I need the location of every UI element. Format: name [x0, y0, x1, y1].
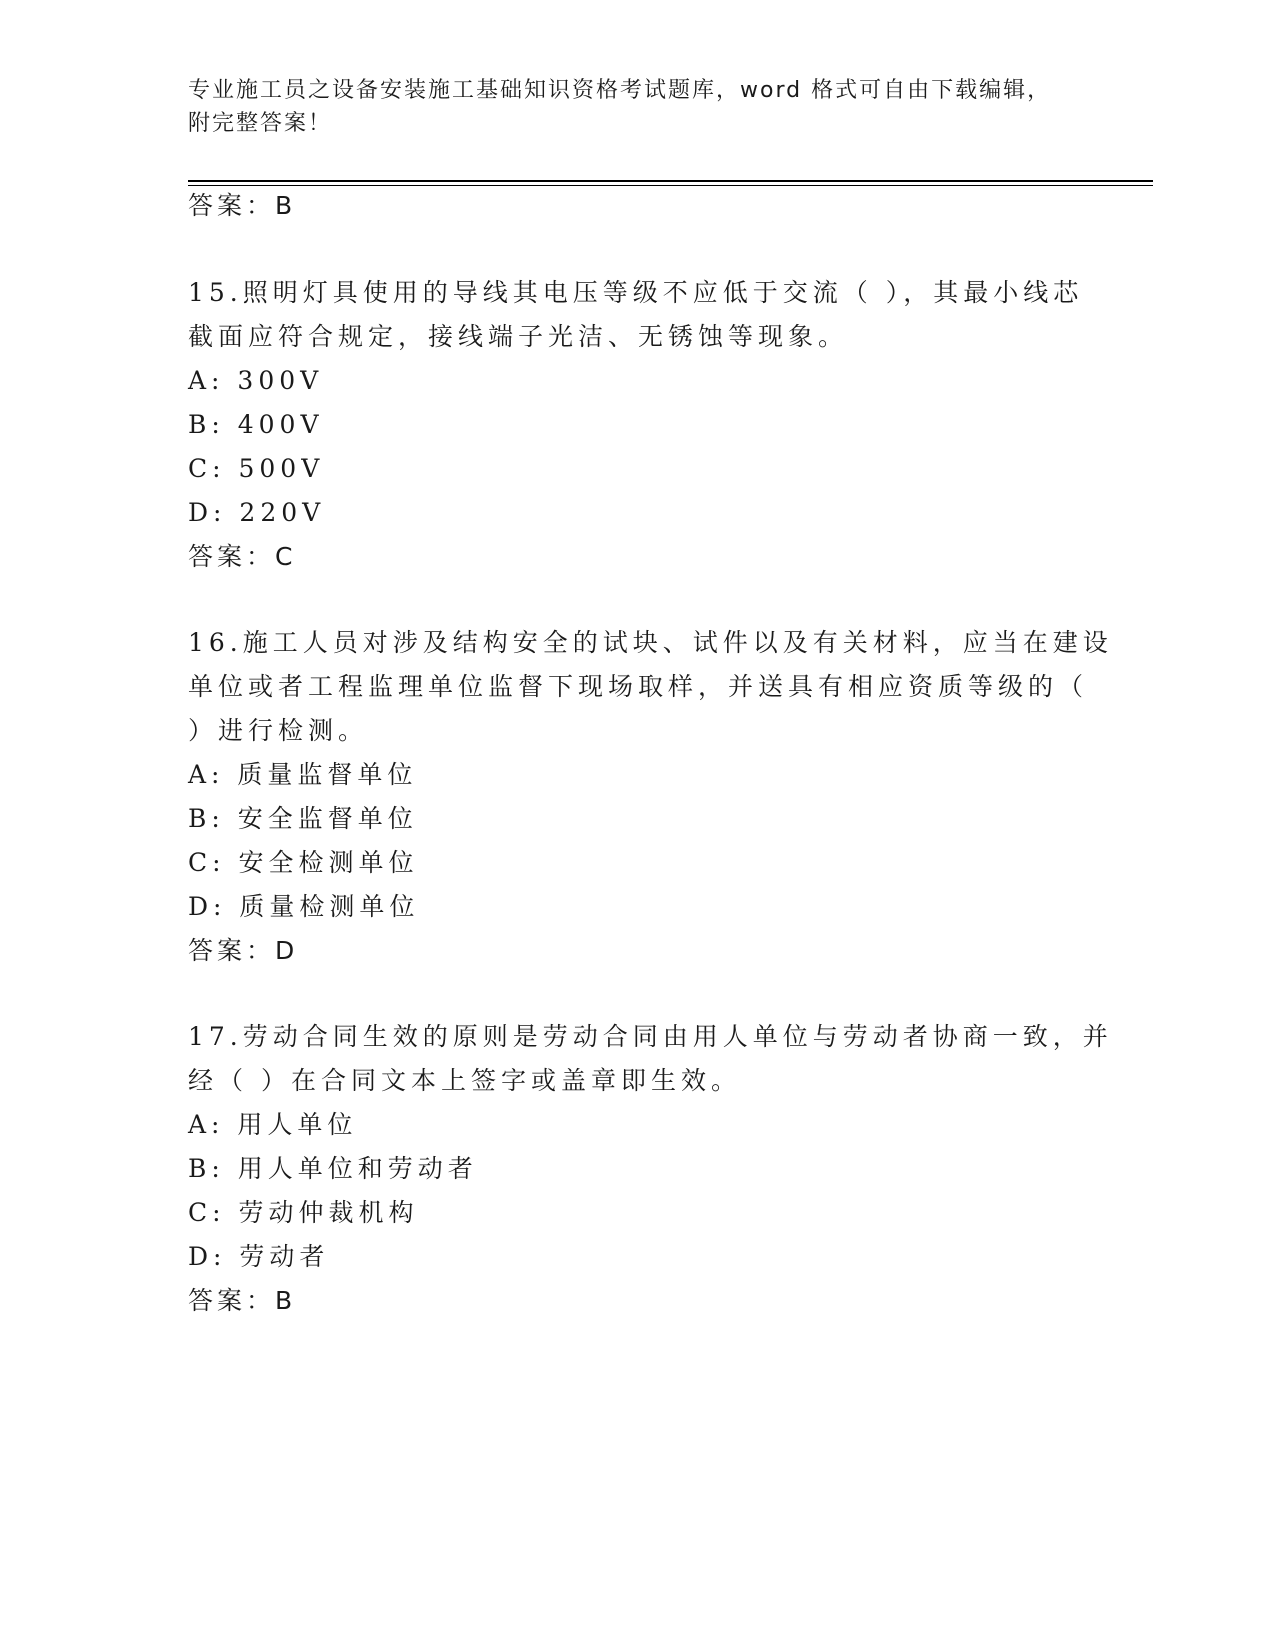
- document-header: [188, 74, 1088, 140]
- question-15-option-c: C: 500V: [188, 454, 325, 483]
- header-divider-top: [188, 180, 1153, 182]
- question-17-option-c: C: 劳动仲裁机构: [188, 1198, 419, 1227]
- question-15-answer: 答案：C: [188, 542, 297, 571]
- question-15-option-b: B: 400V: [188, 410, 324, 439]
- question-16-option-d: D: 质量检测单位: [188, 892, 420, 921]
- header-line-2: 附完整答案！: [188, 111, 333, 136]
- question-16-line-1: 16.施工人员对涉及结构安全的试块、试件以及有关材料，应当在建设: [188, 628, 1113, 657]
- question-17-line-2: 经（ ）在合同文本上签字或盖章即生效。: [188, 1066, 741, 1095]
- question-16-line-3: ）进行检测。: [188, 716, 369, 745]
- question-15-line-1: 15.照明灯具使用的导线其电压等级不应低于交流（ ），其最小线芯: [188, 278, 1084, 307]
- question-16-option-b: B: 安全监督单位: [188, 804, 418, 833]
- question-17-option-d: D: 劳动者: [188, 1242, 330, 1271]
- question-17-answer: 答案：B: [188, 1286, 297, 1315]
- question-15-option-d: D: 220V: [188, 498, 326, 527]
- answer-label: 答案：B: [188, 191, 297, 220]
- question-16-line-2: 单位或者工程监理单位监督下现场取样，并送具有相应资质等级的（: [188, 672, 1089, 701]
- question-17-option-b: B: 用人单位和劳动者: [188, 1154, 478, 1183]
- question-15-line-2: 截面应符合规定，接线端子光洁、无锈蚀等现象。: [188, 322, 849, 351]
- question-15-option-a: A: 300V: [188, 366, 324, 395]
- question-16-option-a: A: 质量监督单位: [188, 760, 418, 789]
- header-line-1: 专业施工员之设备安装施工基础知识资格考试题库，word 格式可自由下载编辑，: [188, 78, 1052, 103]
- question-16-answer: 答案：D: [188, 936, 299, 965]
- question-17-option-a: A: 用人单位: [188, 1110, 358, 1139]
- question-17-line-1: 17.劳动合同生效的原则是劳动合同由用人单位与劳动者协商一致，并: [188, 1022, 1113, 1051]
- question-16-option-c: C: 安全检测单位: [188, 848, 419, 877]
- header-divider-bottom: [188, 185, 1153, 186]
